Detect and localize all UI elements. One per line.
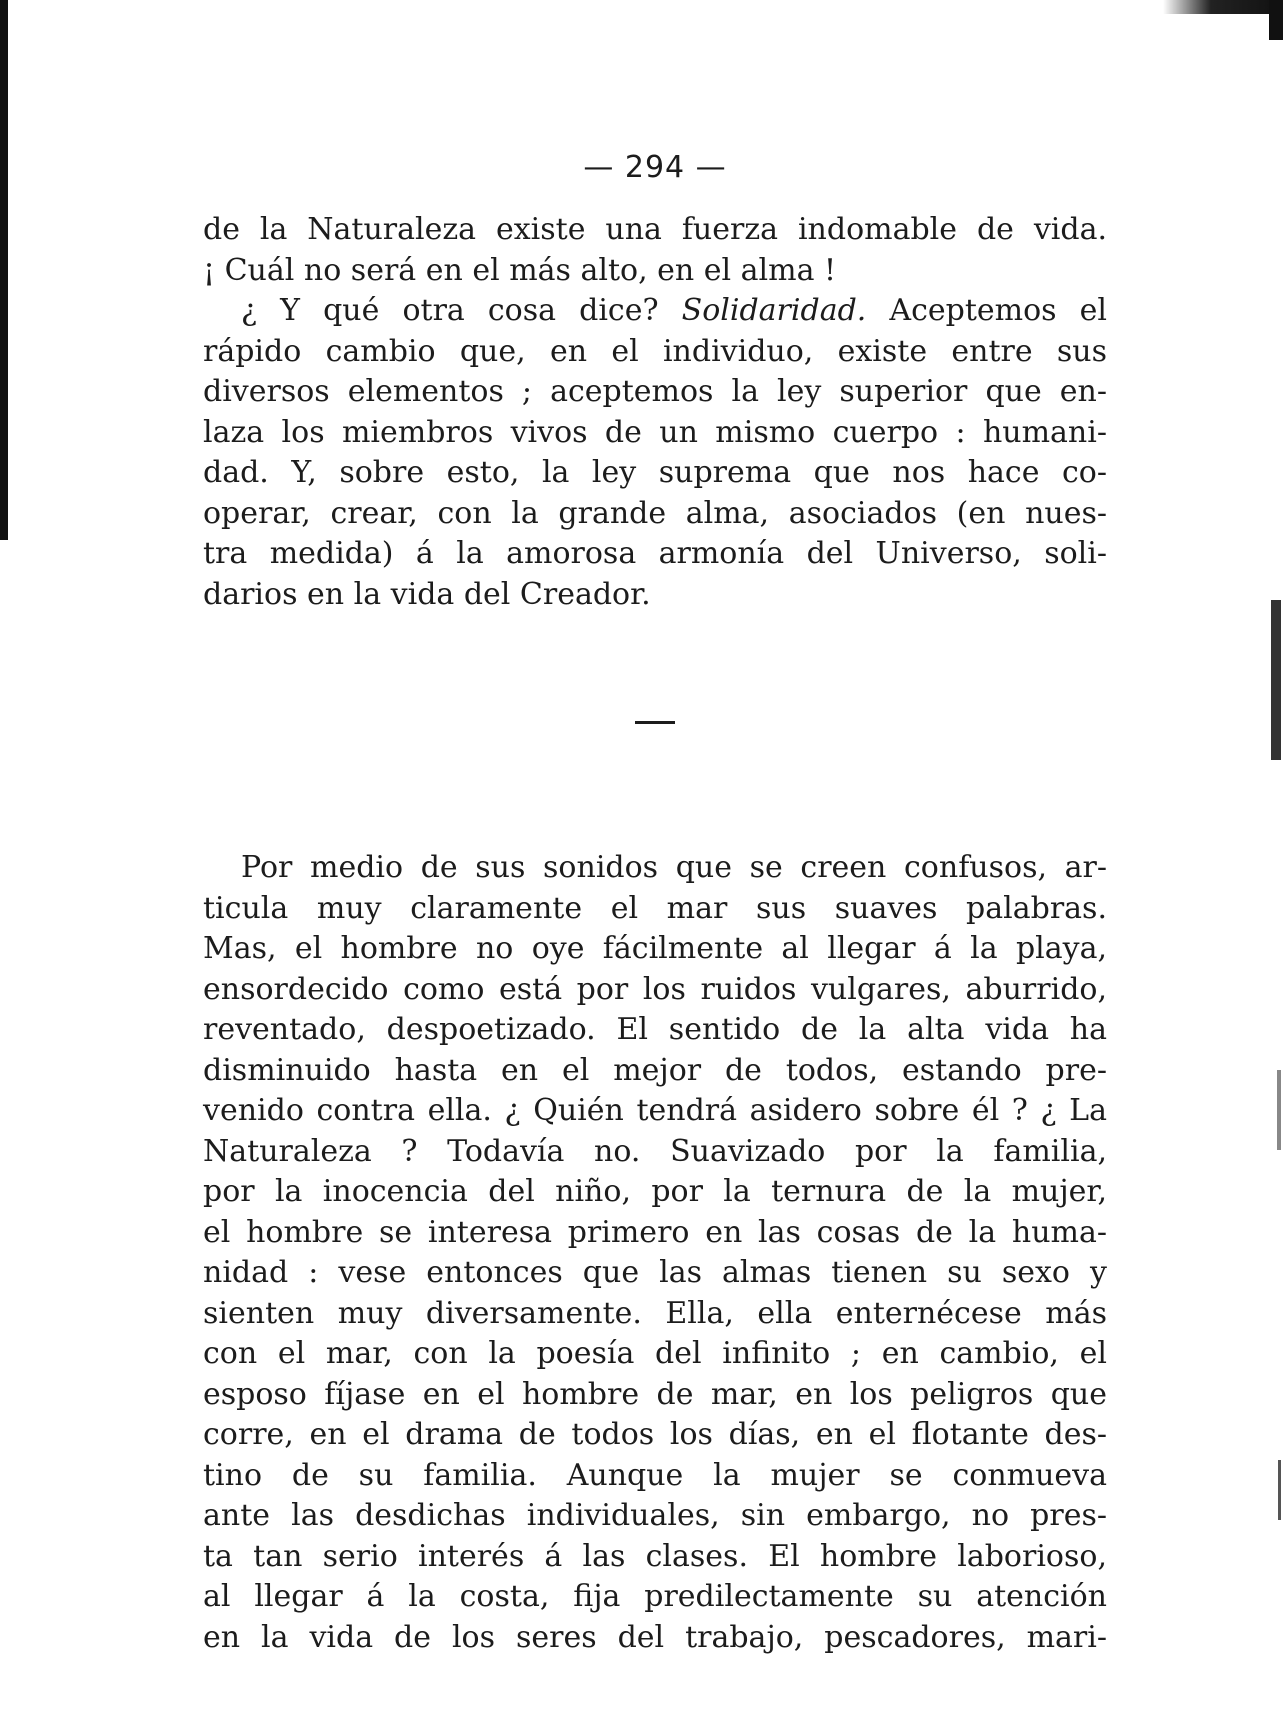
scan-edge-corner: [1269, 0, 1283, 40]
text-line: de la Naturaleza existe una fuerza indomable de vida.: [203, 212, 1107, 247]
text-line: esposo fíjase en el hombre de mar, en los peligros que: [203, 1376, 1107, 1412]
text-line: ¡ Cuál no será en el más alto, en el alma !: [203, 252, 837, 288]
text-fragment: ¿ Y qué otra cosa dice?: [241, 293, 682, 328]
text-line: rápido cambio que, en el individuo, existe entre sus: [203, 333, 1107, 369]
text-line: disminuido hasta en el mejor de todos, estando pre-: [203, 1052, 1107, 1088]
scan-mark-right: [1278, 1460, 1281, 1520]
text-line: venido contra ella. ¿ Quién tendrá asidero sobre él ? ¿ La: [203, 1093, 1107, 1128]
text-fragment: Aceptemos el: [866, 293, 1108, 328]
text-line: Por medio de sus sonidos que se creen confusos, ar-: [241, 850, 1107, 885]
text-line: Naturaleza ? Todavía no. Suavizado por la familia,: [203, 1133, 1107, 1169]
text-line: tra medida) á la amorosa armonía del Universo, soli-: [203, 536, 1107, 571]
text-line: en la vida de los seres del trabajo, pescadores, mari-: [203, 1619, 1107, 1655]
text-line: ensordecido como está por los ruidos vulgares, aburrido,: [203, 971, 1107, 1007]
text-line: dad. Y, sobre esto, la ley suprema que nos hace co-: [203, 455, 1107, 490]
text-line: tino de su familia. Aunque la mujer se conmueva: [203, 1457, 1107, 1493]
emphasis-text: Solidaridad.: [681, 293, 867, 328]
text-line: al llegar á la costa, fija predilectamente su atención: [203, 1579, 1107, 1614]
text-line: Mas, el hombre no oye fácilmente al llegar á la playa,: [203, 931, 1107, 966]
text-line: diversos elementos ; aceptemos la ley superior que en-: [203, 374, 1107, 409]
page-number: — 294 —: [583, 150, 727, 185]
text-line: ticula muy claramente el mar sus suaves palabras.: [203, 890, 1107, 926]
section-divider: [635, 721, 675, 724]
text-line: [203, 291, 1107, 332]
text-line: operar, crear, con la grande alma, asociados (en nues-: [203, 495, 1107, 531]
text-line: nidad : vese entonces que las almas tienen su sexo y: [203, 1255, 1107, 1290]
text-line: reventado, despoetizado. El sentido de la alta vida ha: [203, 1012, 1107, 1047]
text-line: con el mar, con la poesía del infinito ; en cambio, el: [203, 1336, 1107, 1371]
text-line: sienten muy diversamente. Ella, ella enternécese más: [203, 1295, 1107, 1331]
text-line: por la inocencia del niño, por la ternura de la mujer,: [203, 1174, 1107, 1209]
paragraph-continued: [203, 210, 1107, 615]
scan-edge-left: [0, 0, 8, 540]
text-line: darios en la vida del Creador.: [203, 576, 651, 612]
text-line: ta tan serio interés á las clases. El hombre laborioso,: [203, 1538, 1107, 1574]
book-page: [203, 150, 1107, 1658]
text-line: el hombre se interesa primero en las cosas de la huma-: [203, 1214, 1107, 1250]
scan-mark-right: [1271, 600, 1281, 760]
scan-edge-top-right: [1163, 0, 1283, 14]
text-line: laza los miembros vivos de un mismo cuerpo : humani-: [203, 414, 1107, 450]
text-line: ante las desdichas individuales, sin embargo, no pres-: [203, 1498, 1107, 1533]
paragraph-sea: [203, 848, 1107, 1658]
text-line: corre, en el drama de todos los días, en el flotante des-: [203, 1417, 1107, 1452]
scan-mark-right: [1277, 1070, 1281, 1150]
